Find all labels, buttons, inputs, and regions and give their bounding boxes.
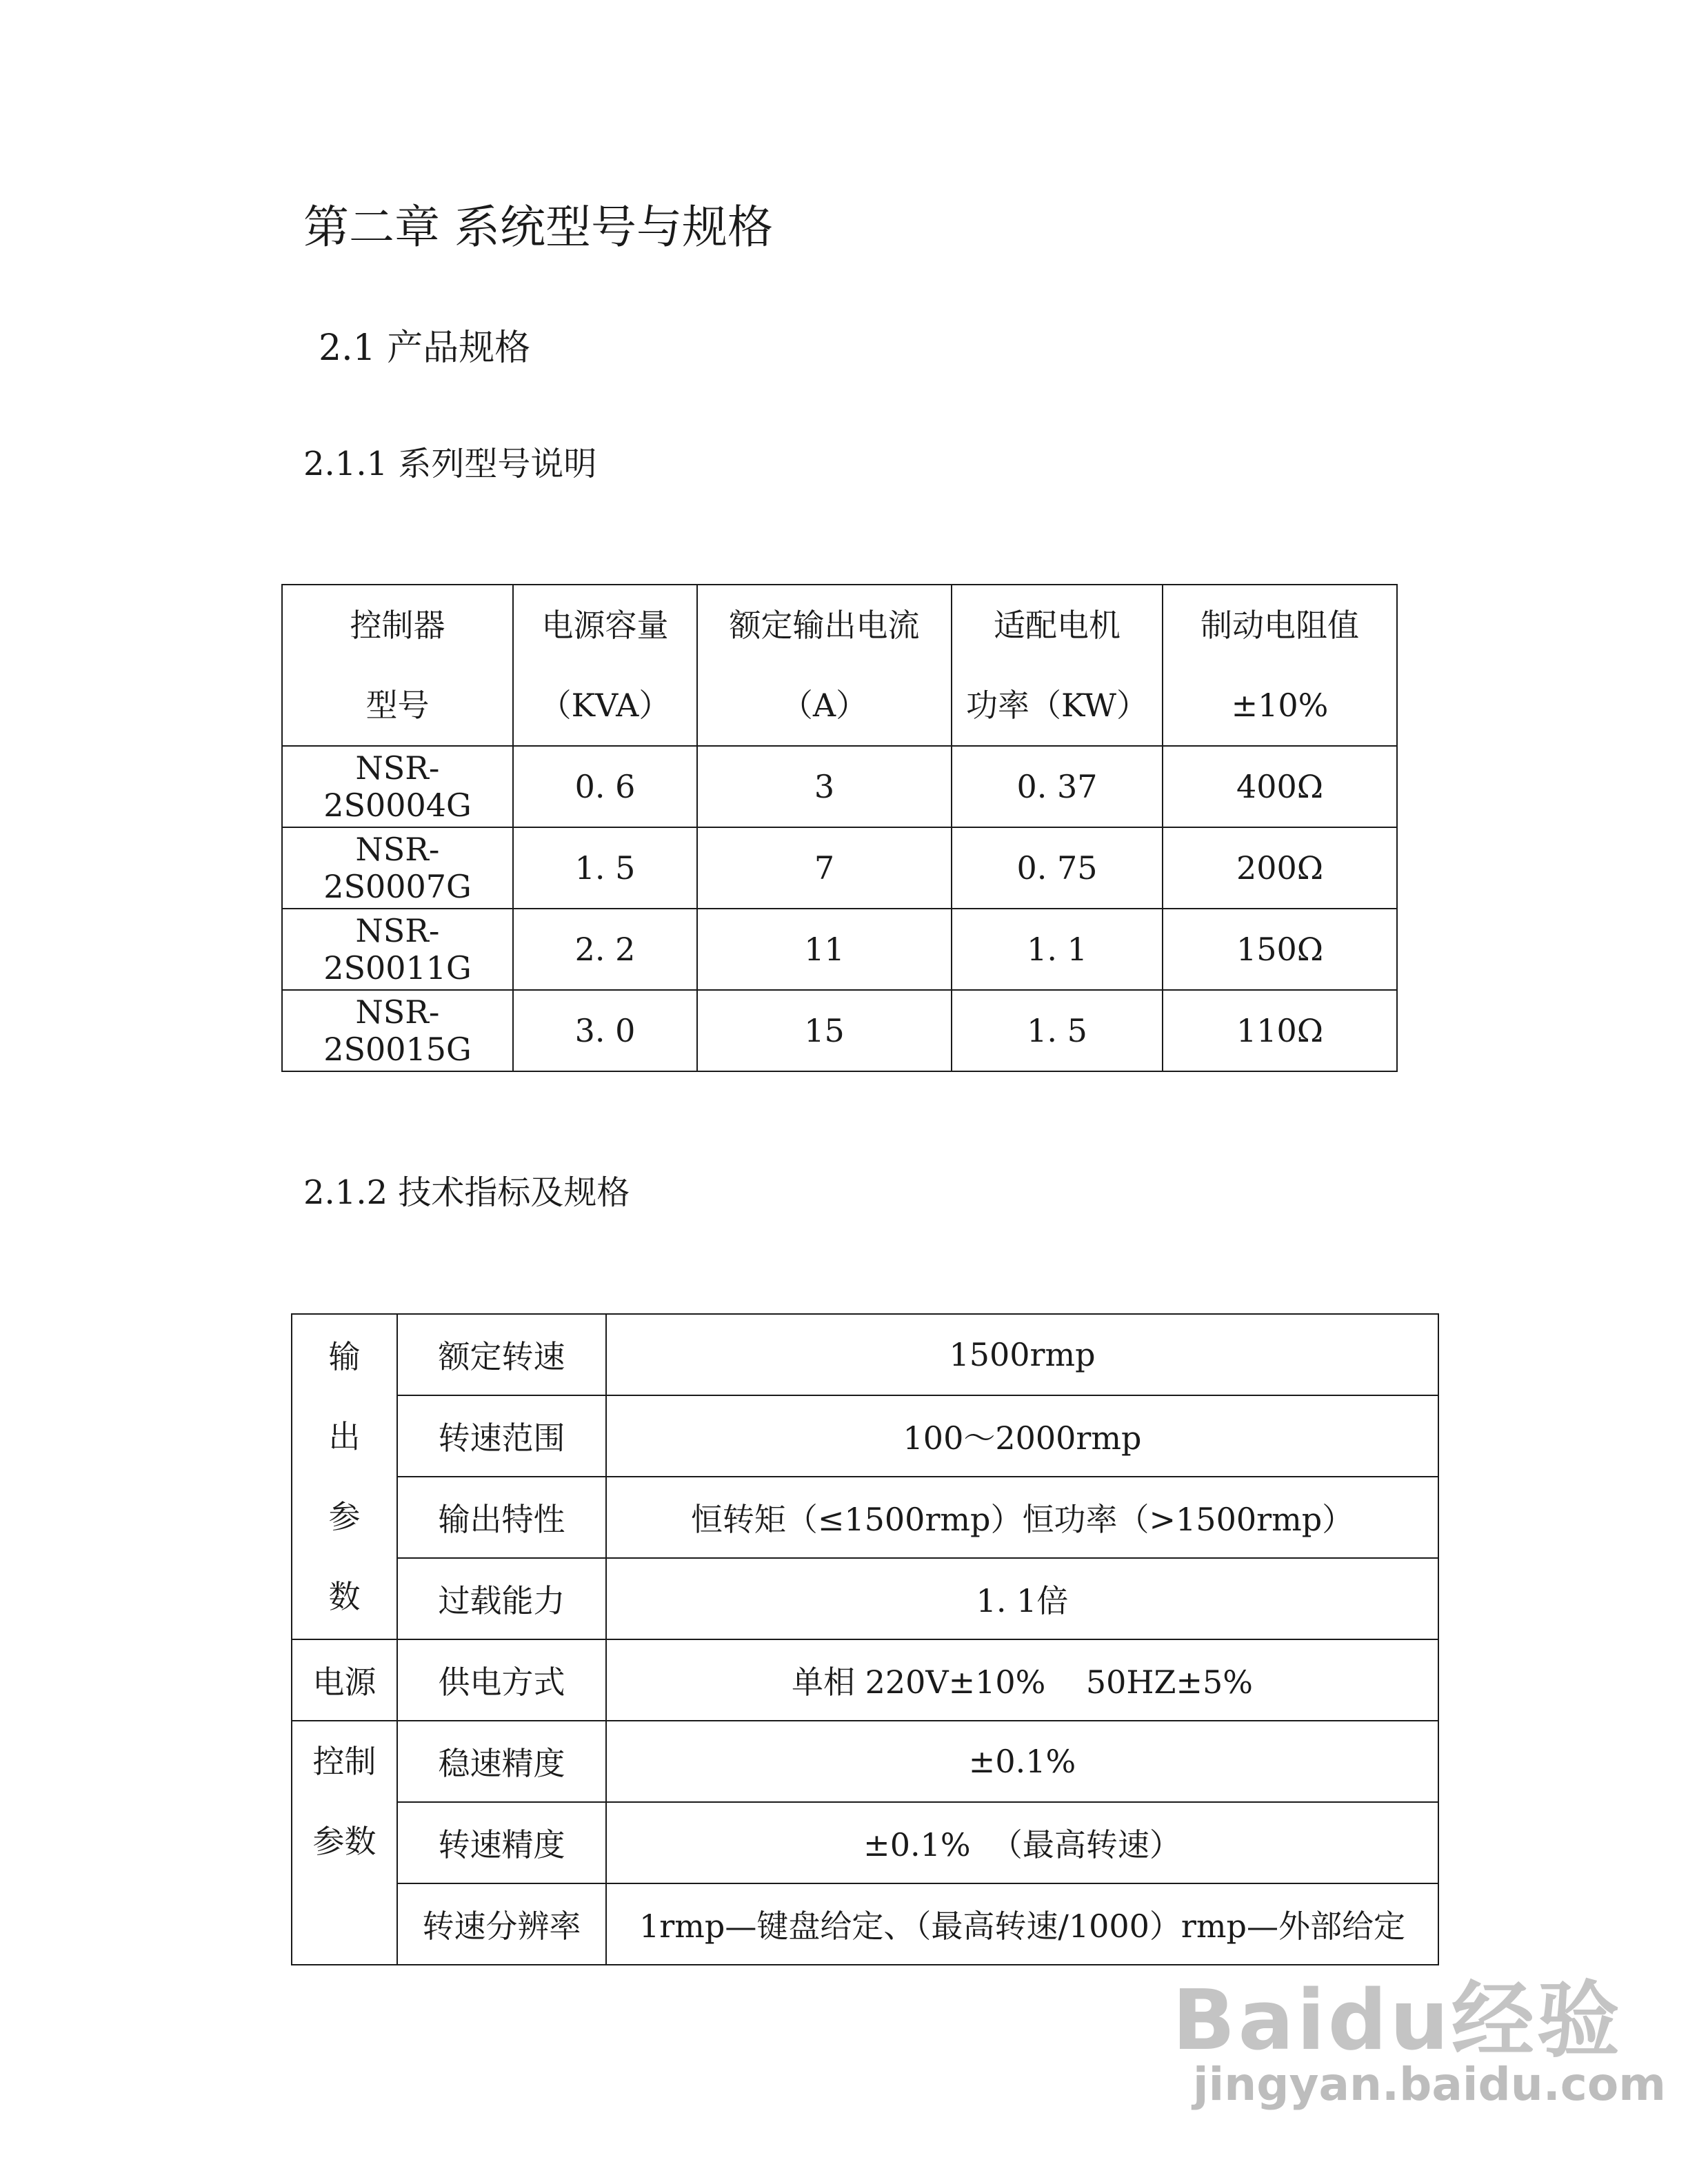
section-title: 2.1 产品规格 — [319, 327, 531, 369]
param-name: 转速分辨率 — [397, 1883, 606, 1965]
table-row — [292, 1883, 1438, 1965]
param-value: 1rmp—键盘给定、（最高转速/1000）rmp—外部给定 — [606, 1883, 1438, 1965]
chapter-title: 第二章 系统型号与规格 — [303, 201, 773, 254]
param-name: 额定转速 — [397, 1314, 606, 1395]
cell-model: NSR-2S0015G — [282, 990, 513, 1071]
param-name: 转速精度 — [397, 1802, 606, 1883]
param-name: 输出特性 — [397, 1477, 606, 1558]
param-value: 1500rmp — [606, 1314, 1438, 1395]
param-name: 供电方式 — [397, 1639, 606, 1721]
cell-model: NSR-2S0007G — [282, 827, 513, 909]
cell-resistor: 200Ω — [1163, 827, 1397, 909]
cell-model: NSR-2S0011G — [282, 909, 513, 990]
table-row — [292, 1477, 1438, 1558]
param-value: ±0.1% （最高转速） — [606, 1802, 1438, 1883]
group-label-power: 电源 — [292, 1639, 397, 1721]
watermark-url: jingyan.baidu.com — [1193, 2058, 1667, 2111]
header-cell: 额定输出电流 （A） — [697, 585, 952, 746]
cell-capacity: 2. 2 — [513, 909, 697, 990]
group-label-control: 控制 参数 — [292, 1721, 397, 1965]
cell-current: 11 — [697, 909, 952, 990]
tech-spec-table — [291, 1313, 1439, 1965]
cell-capacity: 0. 6 — [513, 746, 697, 827]
param-value: 恒转矩（≤1500rmp）恒功率（>1500rmp） — [606, 1477, 1438, 1558]
cell-resistor: 400Ω — [1163, 746, 1397, 827]
cell-current: 15 — [697, 990, 952, 1071]
table-row — [292, 1558, 1438, 1639]
param-value: 1. 1倍 — [606, 1558, 1438, 1639]
table-row — [282, 827, 1397, 909]
subsection-title-models: 2.1.1 系列型号说明 — [303, 445, 597, 483]
cell-resistor: 150Ω — [1163, 909, 1397, 990]
param-value: ±0.1% — [606, 1721, 1438, 1802]
cell-capacity: 3. 0 — [513, 990, 697, 1071]
cell-current: 3 — [697, 746, 952, 827]
baidu-logo-watermark: Baidu经验 — [1172, 1973, 1622, 2069]
header-cell: 电源容量 （KVA） — [513, 585, 697, 746]
table-row — [292, 1395, 1438, 1477]
table-row — [292, 1721, 1438, 1802]
group-label-output: 输 出 参 数 — [292, 1314, 397, 1639]
cell-motor-power: 1. 1 — [952, 909, 1163, 990]
param-name: 稳速精度 — [397, 1721, 606, 1802]
table-row — [292, 1639, 1438, 1721]
cell-current: 7 — [697, 827, 952, 909]
header-cell: 适配电机 功率（KW） — [952, 585, 1163, 746]
cell-capacity: 1. 5 — [513, 827, 697, 909]
table-row — [282, 990, 1397, 1071]
table-row — [282, 909, 1397, 990]
param-name: 过载能力 — [397, 1558, 606, 1639]
table-row — [292, 1802, 1438, 1883]
subsection-title-tech-specs: 2.1.2 技术指标及规格 — [303, 1173, 630, 1212]
param-value: 100～2000rmp — [606, 1395, 1438, 1477]
cell-motor-power: 1. 5 — [952, 990, 1163, 1071]
model-spec-table — [281, 584, 1398, 1072]
param-value: 单相 220V±10% 50HZ±5% — [606, 1639, 1438, 1721]
cell-motor-power: 0. 75 — [952, 827, 1163, 909]
header-cell: 控制器 型号 — [282, 585, 513, 746]
table-row — [282, 746, 1397, 827]
header-cell: 制动电阻值 ±10% — [1163, 585, 1397, 746]
cell-motor-power: 0. 37 — [952, 746, 1163, 827]
cell-model: NSR-2S0004G — [282, 746, 513, 827]
param-name: 转速范围 — [397, 1395, 606, 1477]
table-row — [292, 1314, 1438, 1395]
cell-resistor: 110Ω — [1163, 990, 1397, 1071]
table-header-row — [282, 585, 1397, 746]
